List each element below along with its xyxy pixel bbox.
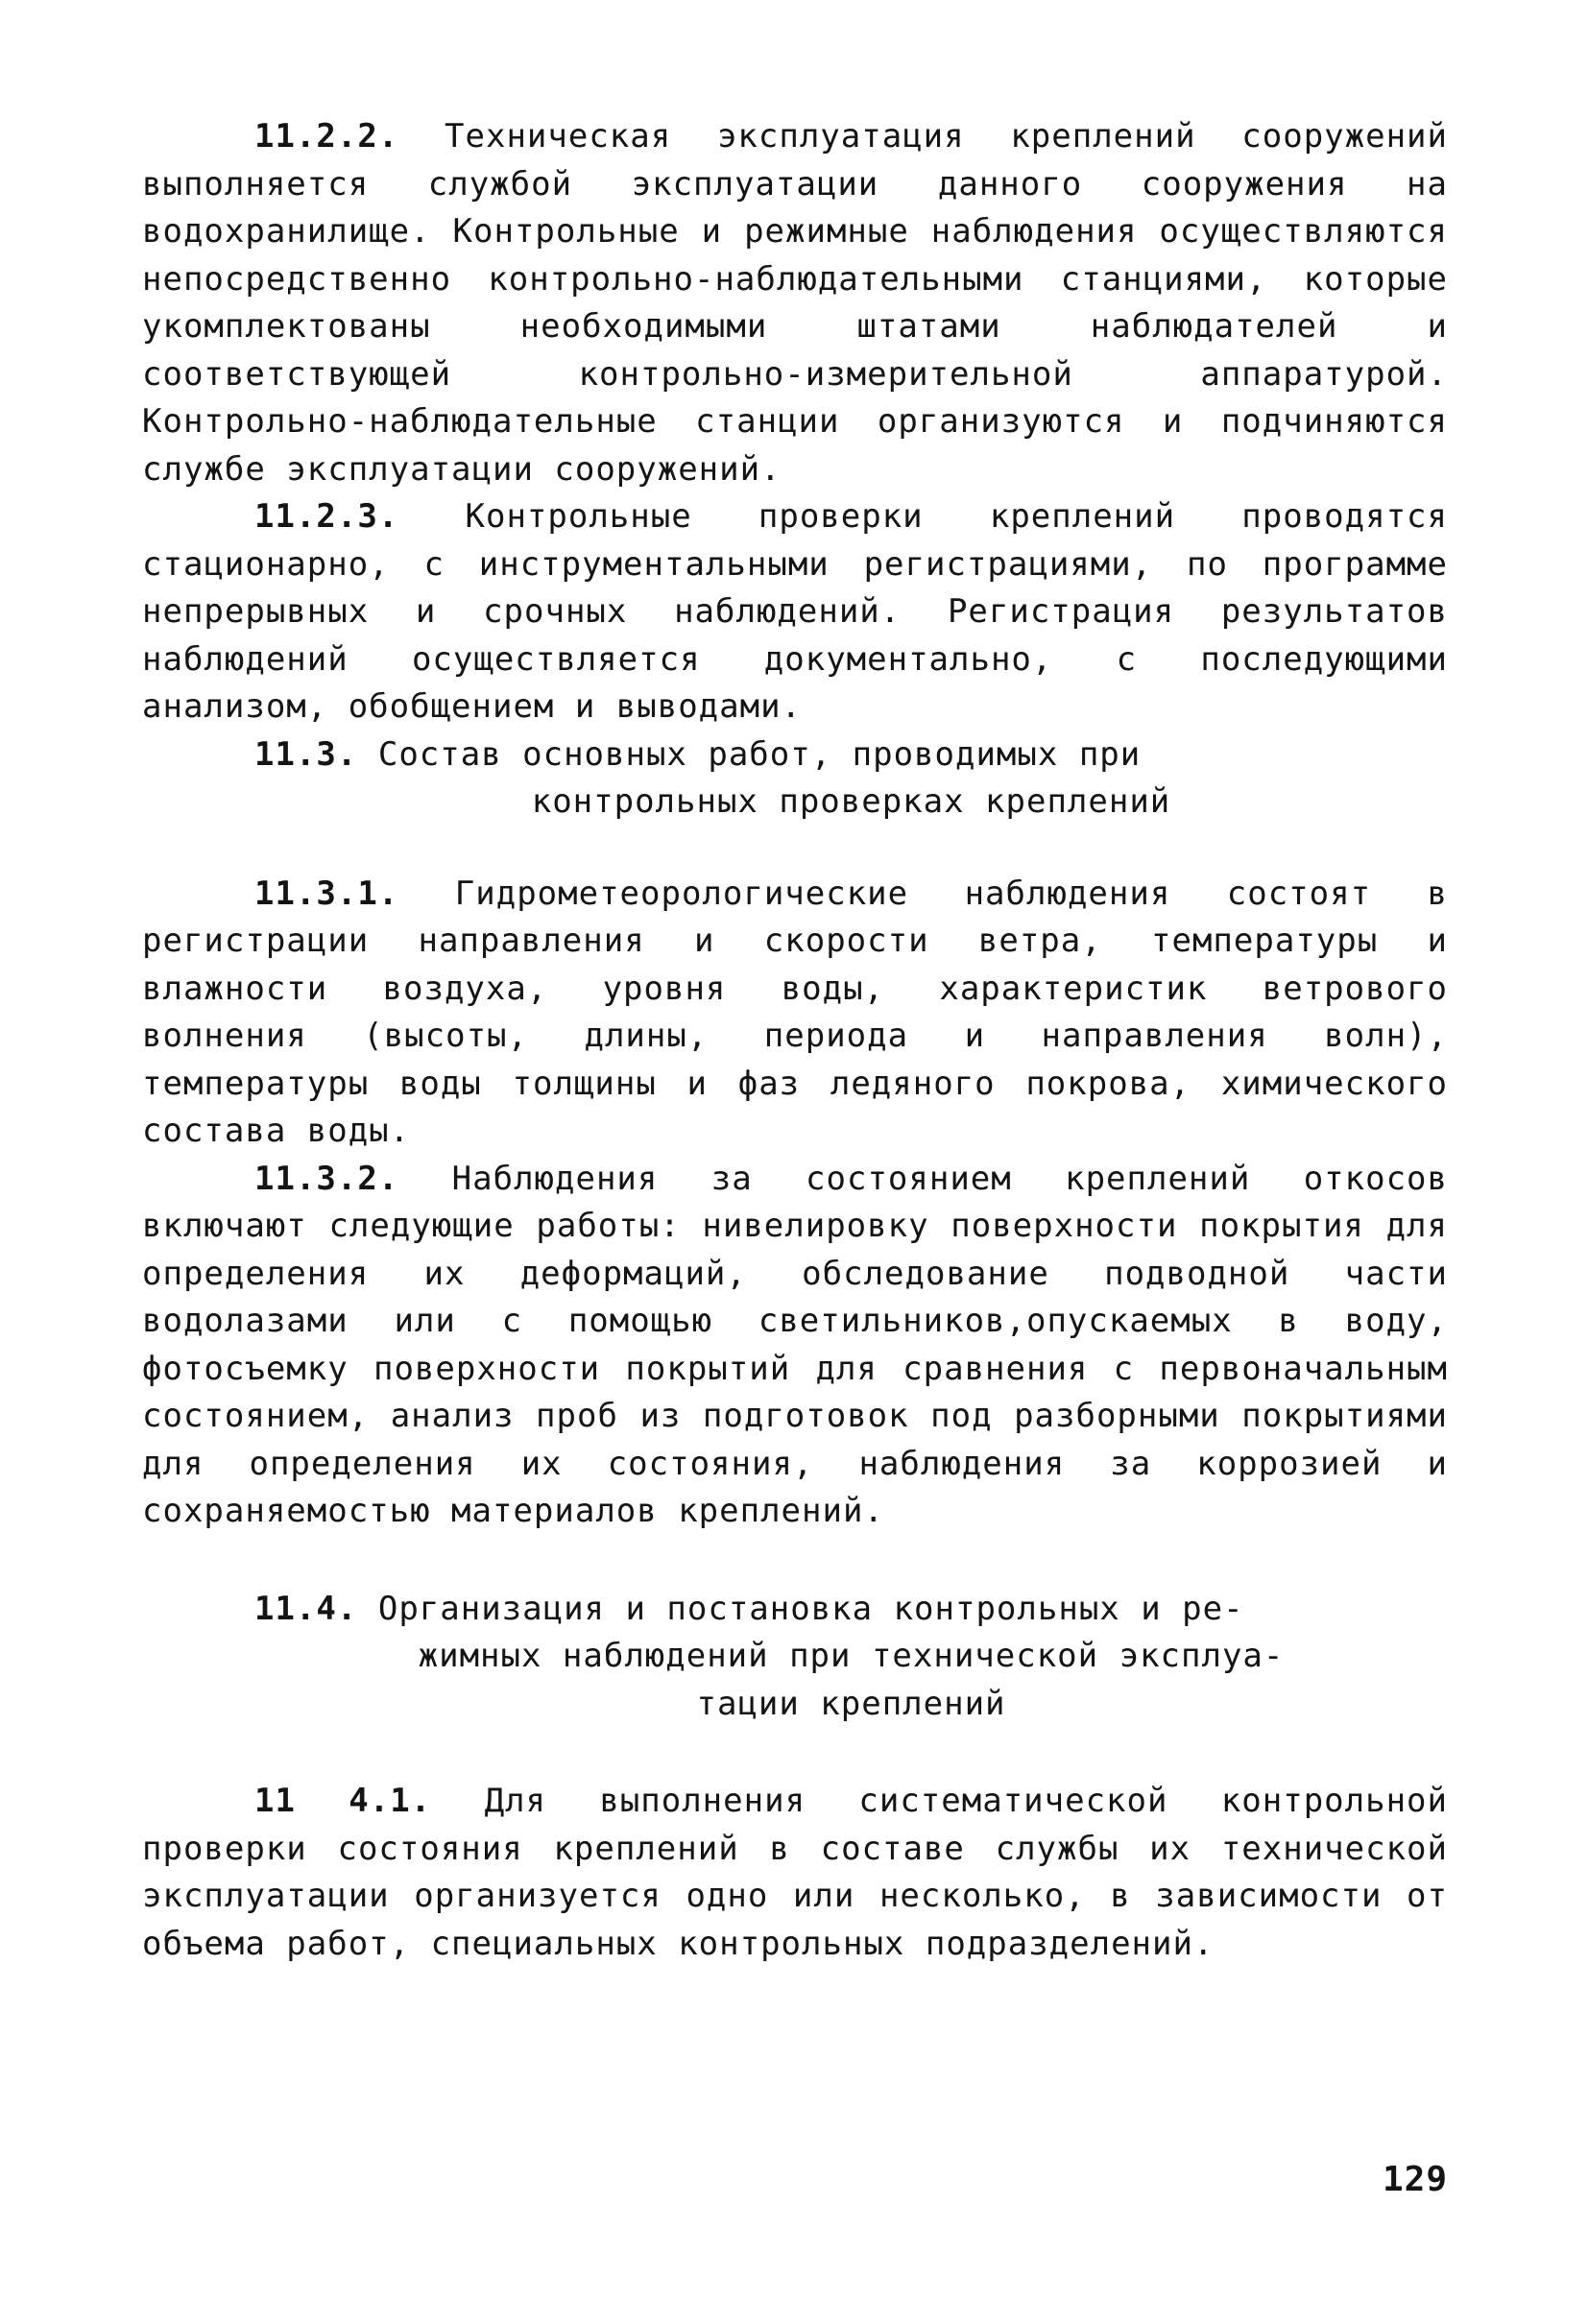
section-title-line-1: Состав основных работ, проводимых при xyxy=(377,734,1142,774)
section-title-line-3: тации креплений xyxy=(696,1684,1006,1723)
paragraph-number: 11.2.2. xyxy=(254,117,399,156)
paragraph-11-3-2 xyxy=(142,1156,1448,1536)
page-number: 129 xyxy=(1383,2160,1449,2199)
section-title-line-1: Организация и постановка контрольных и ре- xyxy=(377,1589,1244,1628)
document-page xyxy=(142,113,1448,1968)
section-heading-11-4 xyxy=(142,1586,1448,1729)
paragraph-11-2-3 xyxy=(142,493,1448,731)
section-number: 11.4. xyxy=(254,1589,358,1628)
paragraph-text: Контрольные проверки креплений проводятся стационарно, с инструментальными регистрациями, по программе непрерывных и срочных наблюдений. Регистрация результатов наблюдений осуществляется документально, с последующими анализом, обобщением и выводами. xyxy=(142,497,1448,726)
paragraph-number: 11 4.1. xyxy=(254,1782,432,1820)
section-title-line-2: жимных наблюдений при технической эксплуа- xyxy=(418,1637,1285,1675)
section-title-line-2: контрольных проверках креплений xyxy=(531,782,1171,821)
section-heading-11-3 xyxy=(142,731,1448,827)
paragraph-text: Гидрометеорологические наблюдения состоят в регистрации направления и скорости ветра, температуры и влажности воздуха, уровня воды, характеристик ветрового волнения (высоты, длины, периода и направления волн), температуры воды толщины и фаз ледяного покрова, химического состава воды. xyxy=(142,874,1448,1150)
paragraph-number: 11.3.2. xyxy=(254,1159,399,1198)
paragraph-number: 11.3.1. xyxy=(254,874,399,913)
section-number: 11.3. xyxy=(254,734,358,774)
paragraph-number: 11.2.3. xyxy=(254,497,399,536)
paragraph-11-3-1 xyxy=(142,871,1448,1156)
paragraph-text: Техническая эксплуатация креплений сооружений выполняется службой эксплуатации данного сооружения на водохранилище. Контрольные и режимные наблюдения осуществляются непосредственно контрольно-наблюдательными станциями, которые укомплектованы необходимыми штатами наблюдателей и соответствующей контрольно-измерительной аппаратурой. Контрольно-наблюдательные станции организуются и подчиняются службе эксплуатации сооружений. xyxy=(142,117,1448,489)
paragraph-text: Для выполнения систематической контрольной проверки состояния креплений в составе службы их технической эксплуатации организуется одно или несколько, в зависимости от объема работ, специальных контрольных подразделений. xyxy=(142,1782,1448,1963)
paragraph-text: Наблюдения за состоянием креплений откосов включают следующие работы: нивелировку поверхности покрытия для определения их деформаций, обследование подводной части водолазами или с помощью светильников,опускаемых в воду, фотосъемку поверхности покрытий для сравнения с первоначальным состоянием, анализ проб из подготовок под разборными покрытиями для определения их состояния, наблюдения за коррозией и сохраняемостью материалов креплений. xyxy=(142,1159,1448,1530)
paragraph-11-4-1 xyxy=(142,1778,1448,1968)
paragraph-11-2-2 xyxy=(142,113,1448,493)
